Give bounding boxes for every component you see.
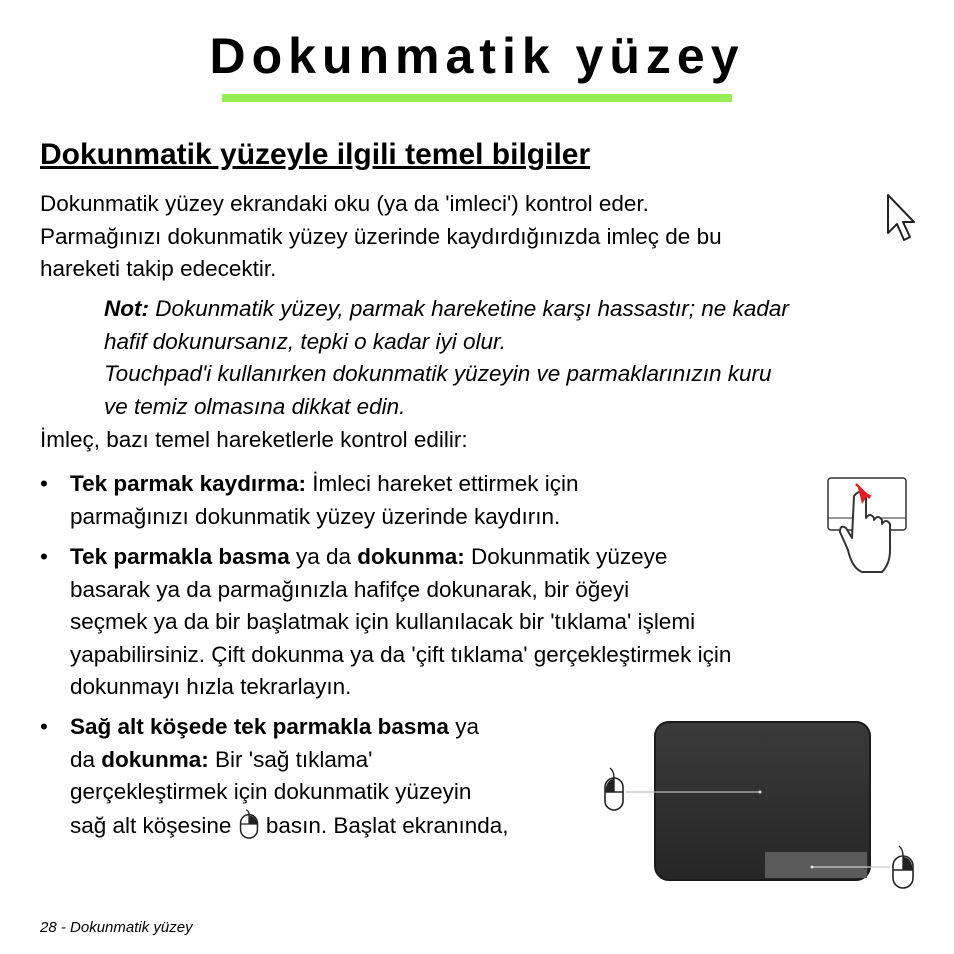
touchpad-illustration [600, 718, 920, 894]
intro-paragraph [40, 188, 878, 286]
note-line-4: ve temiz olmasına dikkat edin. [104, 393, 406, 419]
bullet-1 [70, 468, 800, 533]
mouse-left-click-icon [605, 768, 623, 810]
note-label: Not: [104, 296, 149, 321]
bullet-3-text-1: ya [448, 714, 479, 739]
page-footer: 28 - Dokunmatik yüzey [40, 919, 193, 936]
bullet-3-bold-1: Sağ alt köşede tek parmakla basma [70, 714, 449, 739]
bullet-3-text-2b: Bir 'sağ tıklama' [208, 746, 373, 772]
bullet-2-line-1 [70, 541, 800, 574]
bullet-1-line-2: parmağınızı dokunmatik yüzey üzerinde kaydırın. [70, 503, 561, 529]
bullet-3-line-2 [70, 744, 582, 777]
bullet-1-bold: Tek parmak kaydırma: [70, 471, 306, 496]
bullet-2-mid: ya da [289, 544, 358, 569]
note-line-1 [104, 293, 914, 326]
bullet-3-text-4a: sağ alt köşesine [70, 812, 238, 838]
mouse-right-click-icon [238, 809, 260, 839]
title-underline [222, 94, 732, 102]
bullet-marker: • [40, 471, 48, 496]
bullet-marker: • [40, 714, 48, 739]
lead-text: İmleç, bazı temel hareketlerle kontrol edilir: [40, 427, 468, 452]
bullet-2-line-3: seçmek ya da bir başlatmak için kullanılacak bir 'tıklama' işlemi [70, 609, 696, 634]
note-text-1: Dokunmatik yüzey, parmak hareketine karşı hassastır; ne kadar [148, 296, 789, 321]
bullet-1-text-1: İmleci hareket ettirmek için [305, 471, 579, 496]
bullet-2-line-2: basarak ya da parmağınızla hafifçe dokunarak, bir öğeyi [70, 576, 630, 602]
bullet-3-line-1 [70, 711, 582, 744]
section-heading: Dokunmatik yüzeyle ilgili temel bilgiler [40, 138, 591, 171]
bullet-3-text-2a: da [70, 746, 102, 772]
note-block [104, 293, 914, 423]
bullet-2 [70, 541, 914, 704]
bullet-2-bold-2: dokunma: [357, 544, 465, 569]
bullet-2-line-5: dokunmayı hızla tekrarlayın. [70, 674, 352, 699]
bullet-1-line-1 [70, 468, 800, 501]
bullet-3-line-4 [70, 809, 582, 843]
note-line-2: hafif dokunursanız, tepki o kadar iyi olur. [104, 328, 506, 354]
bullet-3 [70, 711, 582, 842]
bullet-3-text-4b: basın. Başlat ekranında, [259, 812, 509, 838]
note-line-3: Touchpad'i kullanırken dokunmatik yüzeyin ve parmaklarınızın kuru [104, 361, 772, 386]
mouse-right-click-icon [893, 846, 913, 888]
intro-line-1: Dokunmatik yüzey ekrandaki oku (ya da 'imleci') kontrol eder. [40, 191, 649, 216]
bullet-2-line-4: yapabilirsiniz. Çift dokunma ya da 'çift tıklama' gerçekleştirmek için [70, 641, 732, 667]
arrow-cursor-icon [886, 193, 916, 243]
page-title: Dokunmatik yüzey [209, 28, 745, 84]
bullet-2-text-1: Dokunmatik yüzeye [464, 544, 668, 569]
bullet-3-line-3: gerçekleştirmek için dokunmatik yüzeyin [70, 779, 472, 804]
intro-line-3: hareketi takip edecektir. [40, 256, 277, 281]
intro-line-2: Parmağınızı dokunmatik yüzey üzerinde kaydırdığınızda imleç de bu [40, 223, 722, 249]
bullet-2-bold-1: Tek parmakla basma [70, 544, 290, 569]
bullet-3-bold-2: dokunma: [101, 746, 209, 772]
bullet-marker: • [40, 544, 48, 569]
